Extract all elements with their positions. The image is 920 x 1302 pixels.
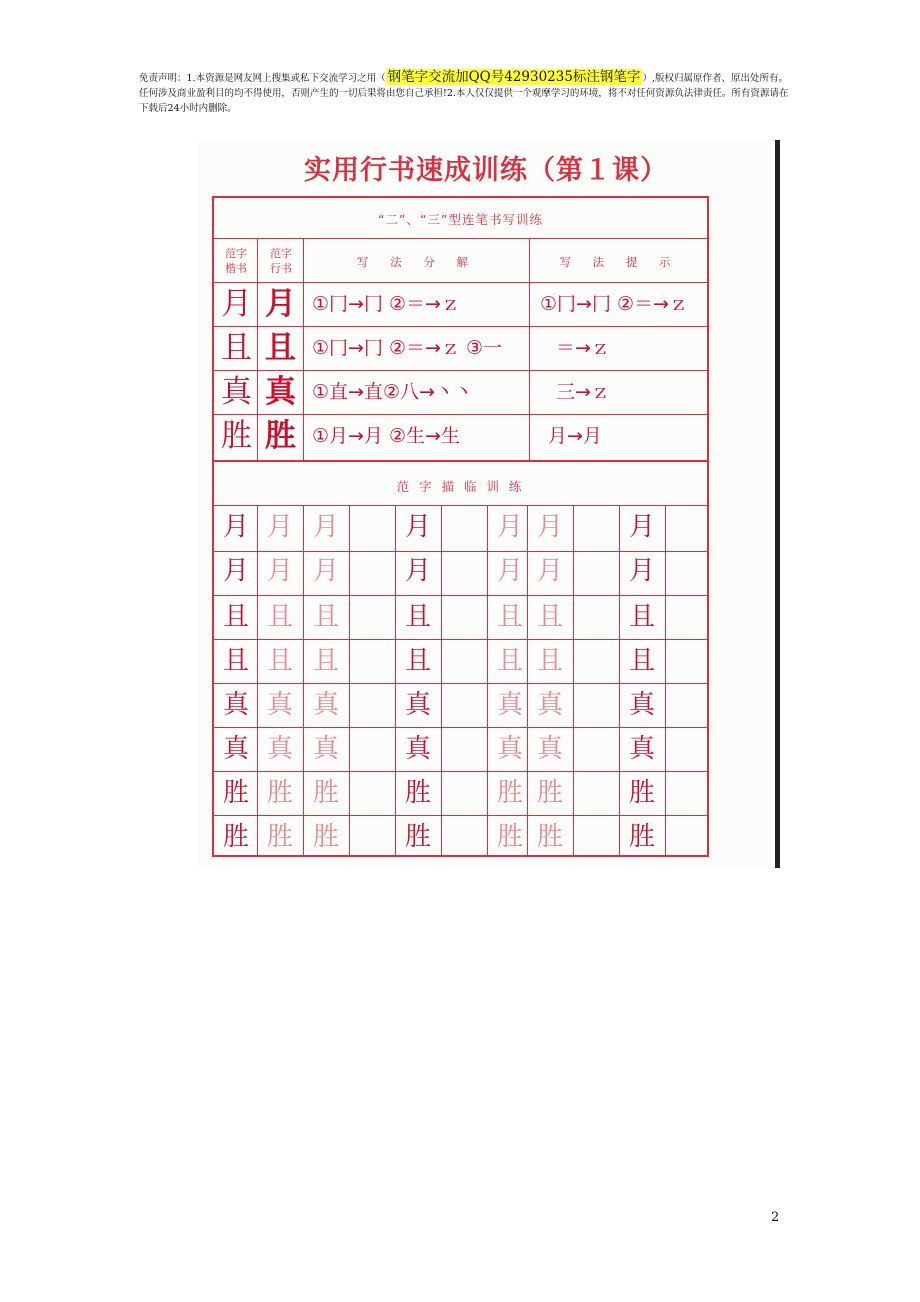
tracing-char: 真 xyxy=(496,690,523,720)
tracing-char: 胜 xyxy=(536,822,563,852)
tracing-char: 月 xyxy=(312,556,339,586)
tracing-char: 真 xyxy=(536,690,563,720)
grid-rule xyxy=(214,460,707,462)
kai-char: 胜 xyxy=(221,418,252,454)
tracing-char: 月 xyxy=(536,512,563,542)
model-char: 胜 xyxy=(222,822,249,852)
tracing-char: 月 xyxy=(266,512,293,542)
xing-char: 且 xyxy=(265,330,296,366)
tracing-char: 胜 xyxy=(496,778,523,808)
tracing-char: 且 xyxy=(496,602,523,632)
model-char: 胜 xyxy=(404,778,431,808)
worksheet-grid xyxy=(212,196,709,857)
grid-rule xyxy=(214,370,707,371)
grid-rule xyxy=(214,815,707,816)
kai-char: 月 xyxy=(221,286,252,322)
tracing-char: 胜 xyxy=(496,822,523,852)
tracing-char: 月 xyxy=(536,556,563,586)
grid-rule xyxy=(441,505,442,857)
model-char: 月 xyxy=(404,512,431,542)
model-char: 月 xyxy=(628,556,655,586)
model-char: 真 xyxy=(628,690,655,720)
disclaimer-text-after: ）,版权归属原作者、原出处所有。任何涉及商业盈利目的均不得使用，否则产生的一切后果将由您自己承担!2.本人仅仅提供一个观摩学习的环境，将不对任何资源负法律责任。所有资源请在下载后24小时内删除。 xyxy=(139,73,789,114)
tracing-char: 真 xyxy=(312,734,339,764)
model-char: 且 xyxy=(404,646,431,676)
model-char: 真 xyxy=(222,690,249,720)
tracing-char: 且 xyxy=(312,646,339,676)
tracing-char: 胜 xyxy=(312,778,339,808)
model-char: 胜 xyxy=(404,822,431,852)
tracing-char: 真 xyxy=(496,734,523,764)
header-kai-text: 范字楷书 xyxy=(225,247,247,275)
stroke-analysis: ①冂→冂 ②＝→ｚ ③一 xyxy=(312,337,503,359)
stroke-tip: 三→ｚ xyxy=(556,381,610,403)
scanned-worksheet xyxy=(198,140,780,868)
kai-char: 且 xyxy=(221,330,252,366)
header-analysis: 写 法 分 解 xyxy=(357,255,477,269)
tracing-char: 且 xyxy=(536,602,563,632)
stroke-tip: 月→月 xyxy=(548,425,602,447)
tracing-char: 且 xyxy=(266,646,293,676)
disclaimer-highlight: 钢笔字交流加QQ号42930235标注钢笔字 xyxy=(387,69,641,85)
model-char: 胜 xyxy=(628,822,655,852)
model-char: 真 xyxy=(404,690,431,720)
stroke-tip: ＝→ｚ xyxy=(556,337,610,359)
tracing-char: 真 xyxy=(312,690,339,720)
tracing-char: 且 xyxy=(266,602,293,632)
grid-rule xyxy=(529,238,530,460)
disclaimer-text-before: 免责声明：1.本资源是网友网上搜集或私下交流学习之用（ xyxy=(139,73,386,84)
tracing-char: 胜 xyxy=(266,778,293,808)
model-char: 真 xyxy=(628,734,655,764)
grid-rule xyxy=(214,683,707,684)
grid-rule xyxy=(214,727,707,728)
tracing-char: 且 xyxy=(312,602,339,632)
model-char: 月 xyxy=(628,512,655,542)
tracing-char: 真 xyxy=(266,734,293,764)
tracing-char: 月 xyxy=(312,512,339,542)
tracing-char: 月 xyxy=(496,556,523,586)
model-char: 真 xyxy=(222,734,249,764)
header-kai xyxy=(216,246,256,276)
grid-rule xyxy=(214,771,707,772)
grid-rule xyxy=(573,505,574,857)
model-char: 胜 xyxy=(222,778,249,808)
model-char: 月 xyxy=(404,556,431,586)
model-char: 且 xyxy=(628,646,655,676)
kai-char: 真 xyxy=(221,374,252,410)
tracing-char: 且 xyxy=(496,646,523,676)
model-char: 真 xyxy=(404,734,431,764)
disclaimer xyxy=(139,70,789,116)
model-char: 月 xyxy=(222,512,249,542)
tracing-char: 胜 xyxy=(266,822,293,852)
tracing-char: 真 xyxy=(266,690,293,720)
grid-rule xyxy=(665,505,666,857)
stroke-analysis: ①冂→冂 ②＝→ｚ xyxy=(312,293,460,315)
header-xing-text: 范字行书 xyxy=(270,247,292,275)
grid-rule xyxy=(214,238,707,239)
tracing-char: 月 xyxy=(496,512,523,542)
worksheet-title: 实用行书速成训练（第１课） xyxy=(304,155,668,186)
tracing-char: 胜 xyxy=(536,778,563,808)
stroke-tip: ①冂→冂 ②＝→ｚ xyxy=(540,293,688,315)
model-char: 且 xyxy=(222,646,249,676)
grid-rule xyxy=(303,238,304,460)
grid-rule xyxy=(214,505,707,506)
section-title-tracing: 范 字 描 临 训 练 xyxy=(396,479,525,494)
grid-rule xyxy=(214,639,707,640)
stroke-analysis: ①月→月 ②生→生 xyxy=(312,425,460,447)
model-char: 且 xyxy=(222,602,249,632)
tracing-char: 胜 xyxy=(312,822,339,852)
grid-rule xyxy=(214,414,707,415)
tracing-char: 真 xyxy=(536,734,563,764)
model-char: 且 xyxy=(628,602,655,632)
model-char: 且 xyxy=(404,602,431,632)
stroke-analysis: ①直→直②八→丶丶 xyxy=(312,381,473,403)
grid-rule xyxy=(214,326,707,327)
grid-rule xyxy=(349,505,350,857)
header-xing xyxy=(260,246,302,276)
scan-edge xyxy=(775,140,780,868)
page-number: 2 xyxy=(771,1210,780,1225)
xing-char: 真 xyxy=(265,374,296,410)
model-char: 月 xyxy=(222,556,249,586)
xing-char: 胜 xyxy=(265,418,296,454)
model-char: 胜 xyxy=(628,778,655,808)
section-title-connected-strokes: “二”、“三”型连笔书写训练 xyxy=(378,212,543,227)
grid-rule xyxy=(214,595,707,596)
header-tips: 写 法 提 示 xyxy=(559,255,680,269)
tracing-char: 月 xyxy=(266,556,293,586)
tracing-char: 且 xyxy=(536,646,563,676)
xing-char: 月 xyxy=(265,286,296,322)
grid-rule xyxy=(214,282,707,283)
